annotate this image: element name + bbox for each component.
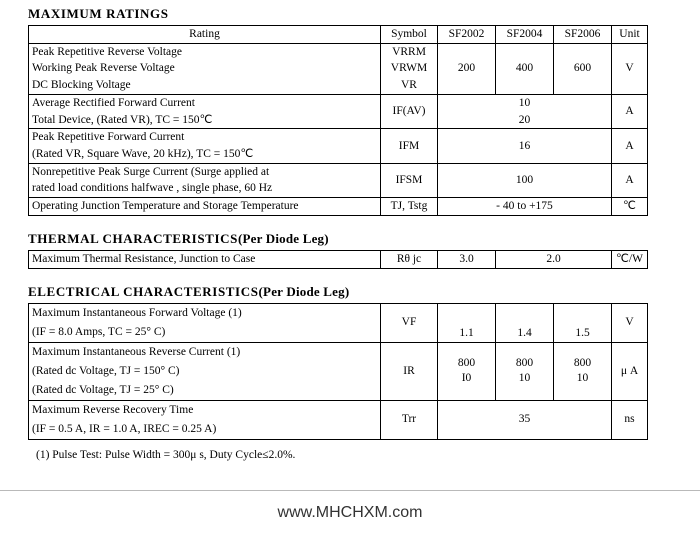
value-sf2004: 400 [496, 43, 554, 94]
symbol-text: IF(AV) [381, 94, 438, 128]
table-row [29, 342, 648, 362]
page-footer [0, 490, 700, 535]
value-sf2002: 1.1 [438, 303, 496, 342]
rating-text: (Rated dc Voltage, TJ = 25° C) [29, 381, 381, 401]
value-sf2006-25c: 10 [576, 372, 589, 385]
column-header-symbol: Symbol [381, 26, 438, 44]
table-row [29, 250, 648, 268]
table-header-row [29, 26, 648, 44]
table-row [29, 43, 648, 60]
footnote: (1) Pulse Test: Pulse Width = 300μ s, Duty Cycle≤2.0%. [36, 448, 296, 461]
value-sf2006: 600 [554, 43, 612, 94]
symbol-text: TJ, Tstg [381, 198, 438, 216]
electrical-title-text: ELECTRICAL CHARACTERISTICS [28, 283, 259, 299]
website-url: www.MHCHXM.com [277, 504, 423, 521]
unit-text: ns [612, 400, 648, 439]
value-merged: 100 [438, 163, 612, 197]
value-sf2004-150c: 800 [515, 357, 534, 370]
value-merged: 35 [438, 400, 612, 439]
maximum-ratings-table [28, 25, 648, 216]
value-sf2006: 1.5 [554, 303, 612, 342]
table-row [29, 198, 648, 216]
electrical-title-suffix: (Per Diode Leg) [258, 283, 350, 299]
rating-text: Operating Junction Temperature and Storage Temperature [29, 198, 381, 216]
table-row [29, 163, 648, 180]
rating-text: Peak Repetitive Reverse Voltage [29, 43, 381, 60]
value-sf2002 [438, 342, 496, 400]
rating-text: Maximum Instantaneous Reverse Current (1) [29, 342, 381, 362]
unit-text: ℃ [612, 198, 648, 216]
unit-text: A [612, 163, 648, 197]
value-sf2004 [496, 342, 554, 400]
value-merged: 20 [438, 112, 612, 129]
column-header-sf2006: SF2006 [554, 26, 612, 44]
rating-text: Average Rectified Forward Current [29, 94, 381, 111]
rating-text: Nonrepetitive Peak Surge Current (Surge applied at [29, 163, 381, 180]
rating-text: (IF = 0.5 A, IR = 1.0 A, IREC = 0.25 A) [29, 420, 381, 440]
value-sf2006-150c: 800 [573, 357, 592, 370]
rating-text: (Rated dc Voltage, TJ = 150° C) [29, 362, 381, 381]
column-header-rating: Rating [29, 26, 381, 44]
column-header-sf2002: SF2002 [438, 26, 496, 44]
symbol-text: IR [381, 342, 438, 400]
value-merged: 10 [438, 94, 612, 111]
spacer [28, 216, 684, 231]
unit-text: V [612, 43, 648, 94]
value-sf2004: 1.4 [496, 303, 554, 342]
thermal-title-suffix: (Per Diode Leg) [237, 230, 329, 246]
rating-text: (IF = 8.0 Amps, TC = 25° C) [29, 323, 381, 343]
symbol-text: IFSM [381, 163, 438, 197]
section-title-electrical-characteristics [28, 284, 684, 300]
value-sf2002: 200 [438, 43, 496, 94]
column-header-unit: Unit [612, 26, 648, 44]
rating-text: rated load conditions halfwave , single phase, 60 Hz [29, 180, 381, 197]
table-row [29, 303, 648, 323]
table-row [29, 129, 648, 146]
value-sf2004-sf2006: 2.0 [496, 250, 612, 268]
symbol-text: Rθ jc [381, 250, 438, 268]
unit-text: A [612, 94, 648, 128]
symbol-text: VR [381, 77, 438, 94]
unit-text: A [612, 129, 648, 163]
unit-text: ℃/W [612, 250, 648, 268]
rating-text: (Rated VR, Square Wave, 20 kHz), TC = 150℃ [29, 146, 381, 163]
value-merged: 16 [438, 129, 612, 163]
table-row [29, 112, 648, 129]
rating-text: Working Peak Reverse Voltage [29, 60, 381, 77]
symbol-text: IFM [381, 129, 438, 163]
electrical-characteristics-table [28, 303, 648, 440]
rating-text: Peak Repetitive Forward Current [29, 129, 381, 146]
rating-text: DC Blocking Voltage [29, 77, 381, 94]
value-sf2002-150c: 800 [457, 357, 476, 370]
symbol-text: VRRM [381, 43, 438, 60]
rating-text: Total Device, (Rated VR), TC = 150℃ [29, 112, 381, 129]
rating-text: Maximum Thermal Resistance, Junction to Case [29, 250, 381, 268]
spacer [28, 269, 684, 284]
column-header-sf2004: SF2004 [496, 26, 554, 44]
rating-text: Maximum Instantaneous Forward Voltage (1) [29, 303, 381, 323]
value-sf2006 [554, 342, 612, 400]
unit-text: V [612, 303, 648, 342]
table-row [29, 94, 648, 111]
unit-text: μ A [612, 342, 648, 400]
value-merged: - 40 to +175 [438, 198, 612, 216]
section-title-maximum-ratings: MAXIMUM RATINGS [28, 6, 169, 21]
thermal-characteristics-table [28, 250, 648, 269]
rating-text: Maximum Reverse Recovery Time [29, 400, 381, 420]
symbol-text: Trr [381, 400, 438, 439]
section-title-thermal-characteristics [28, 231, 684, 247]
symbol-text: VRWM [381, 60, 438, 77]
thermal-title-text: THERMAL CHARACTERISTICS [28, 230, 238, 246]
value-sf2002-25c: I0 [461, 372, 472, 385]
table-row [29, 400, 648, 420]
value-sf2004-25c: 10 [518, 372, 531, 385]
symbol-text: VF [381, 303, 438, 342]
value-sf2002: 3.0 [438, 250, 496, 268]
